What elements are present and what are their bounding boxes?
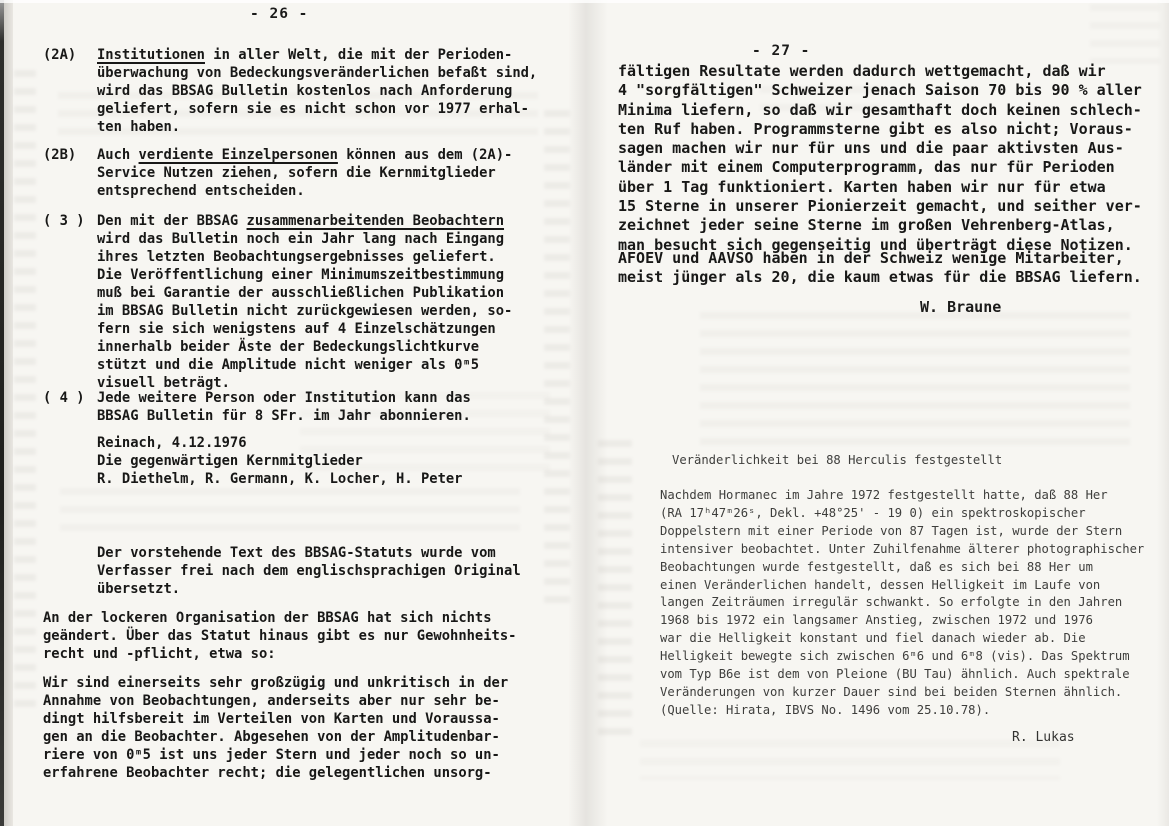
- statute-signature-block: [97, 434, 462, 488]
- text-line: Nachdem Hormanec im Jahre 1972 festgestellt hatte, daß 88 Her: [660, 488, 1108, 502]
- text-line: Helligkeit bewegte sich zwischen 6ᵐ6 und 6ᵐ8 (vis). Das Spektrum: [660, 649, 1130, 664]
- signature-lukas: R. Lukas: [1012, 730, 1075, 745]
- text-line: innerhalb beider Äste der Bedeckungslichtkurve: [97, 339, 480, 355]
- item-label: (2B): [43, 147, 77, 163]
- paragraph-2b: [43, 146, 513, 200]
- text-line: sagen machen wir nur für uns und die paar aktivsten Aus-: [618, 139, 1124, 158]
- text-line: geändert. Über das Statut hinaus gibt es nur Gewohnheits-: [43, 628, 517, 644]
- text-line: erfahrene Beobachter recht; die gelegentlichen unsorg-: [43, 765, 492, 781]
- text-line: Veränderungen von kurzer Dauer sind bei beiden Sternen ähnlich.: [660, 684, 1123, 699]
- item-label: (2A): [43, 47, 77, 63]
- text-line: fältigen Resultate werden dadurch wettgemacht, daß wir: [618, 62, 1106, 80]
- bleedthrough-smudge: [1090, 4, 1160, 64]
- paragraph-3: [43, 212, 513, 392]
- page-gutter-shadow: [568, 0, 608, 826]
- text-line: intensiver beobachtet. Unter Zuhilfenahme älterer photographischer: [660, 541, 1145, 556]
- page-number-left: - 26 -: [250, 6, 309, 22]
- text-line: visuell beträgt.: [97, 375, 230, 391]
- text-line: Veränderlichkeit bei 88 Herculis festgestellt: [672, 453, 1003, 467]
- paragraph-2a: [43, 46, 538, 136]
- organisation-paragraph: [43, 609, 516, 663]
- text-line: dingt hilfsbereit im Verteilen von Karten und Voraussa-: [43, 711, 500, 727]
- text-line: (Quelle: Hirata, IBVS No. 1496 vom 25.10.78).: [660, 702, 991, 717]
- text-line: Doppelstern mit einer Periode von 87 Tagen ist, wurde der Stern: [660, 523, 1123, 538]
- text-line: man besucht sich gegenseitig und überträgt diese Notizen.: [618, 235, 1133, 254]
- text-line: 4 "sorgfältigen" Schweizer jenach Saison 70 bis 90 % aller: [618, 81, 1142, 100]
- text-line: muß bei Garantie der ausschließlichen Publikation: [97, 285, 505, 301]
- text-line: riere von 0ᵐ5 ist uns jeder Stern und jeder noch so un-: [43, 747, 500, 763]
- bleedthrough-smudge: [544, 110, 570, 610]
- text-line: gen an die Beobachter. Abgesehen von der Amplitudenbar-: [43, 729, 500, 745]
- text-line: (RA 17ʰ47ᵐ26ˢ, Dekl. +48°25' - 19 0) ein spektroskopischer: [660, 505, 1086, 520]
- text-line: Beobachtungen wurde festgestellt, daß es sich bei 88 Her um: [660, 559, 1093, 574]
- translation-note: [97, 544, 521, 598]
- continuation-paragraph: [618, 62, 1142, 255]
- text-line: über 1 Tag funktioniert. Karten haben wir nur für etwa: [618, 177, 1106, 196]
- wir-sind-paragraph: [43, 674, 508, 782]
- afoev-paragraph: [618, 249, 1142, 288]
- text-line: R. Diethelm, R. Germann, K. Locher, H. Peter: [97, 471, 463, 487]
- signature-braune: W. Braune: [920, 298, 1002, 316]
- scan-right-edge: [1157, 0, 1169, 826]
- text-line: wird das Bulletin noch ein Jahr lang nach Eingang: [97, 231, 505, 247]
- text-line: einen Veränderlichen handelt, dessen Helligkeit im Laufe von: [660, 577, 1101, 592]
- text-line: Verfasser frei nach dem englischsprachigen Original: [97, 563, 521, 579]
- bleedthrough-smudge: [14, 70, 36, 710]
- bleedthrough-smudge: [60, 488, 520, 532]
- text-line: war die Helligkeit konstant und fiel danach wieder ab. Die: [660, 631, 1086, 646]
- text-line: AFOEV und AAVSO haben in der Schweiz wenige Mitarbeiter,: [618, 249, 1124, 267]
- text-line: Wir sind einerseits sehr großzügig und unkritisch in der: [43, 675, 509, 691]
- text-line: langen Zeiträumen irregulär schwankt. So erfolgte in den Jahren: [660, 595, 1123, 610]
- article-body: [660, 487, 1144, 720]
- text-line: Annahme von Beobachtungen, anderseits aber nur sehr be-: [43, 693, 500, 709]
- text-line: Reinach, 4.12.1976: [97, 435, 247, 451]
- paragraph-4: [43, 389, 471, 425]
- text-line: stützt und die Amplitude nicht weniger als 0ᵐ5: [97, 357, 480, 373]
- text-line: übersetzt.: [97, 581, 181, 597]
- text-line: überwachung von Bedeckungsveränderlichen befaßt sind,: [97, 65, 538, 81]
- text-line: An der lockeren Organisation der BBSAG hat sich nichts: [43, 610, 492, 626]
- text-line: zeichnet jeder seine Sterne im großen Vehrenberg-Atlas,: [618, 216, 1115, 235]
- text-line: BBSAG Bulletin für 8 SFr. im Jahr abonnieren.: [97, 408, 471, 424]
- text-line: 15 Sterne in unserer Pionierzeit gemacht, und seither ver-: [618, 197, 1142, 216]
- text-line: vom Typ B6e ist dem von Pleione (BU Tau) ähnlich. Auch spektrale: [660, 667, 1130, 682]
- text-line: Die gegenwärtigen Kernmitglieder: [97, 453, 363, 469]
- text-line: 1968 bis 1972 ein langsamer Anstieg, zwischen 1972 und 1976: [660, 613, 1093, 628]
- text-line: Der vorstehende Text des BBSAG-Statuts wurde vom: [97, 545, 496, 561]
- text-line: wird das BBSAG Bulletin kostenlos nach Anforderung: [97, 83, 513, 99]
- text-line: Service Nutzen ziehen, sofern die Kernmitglieder: [97, 165, 496, 181]
- item-label: ( 3 ): [43, 213, 85, 229]
- item-label: ( 4 ): [43, 390, 85, 406]
- scan-top-edge: [0, 0, 1169, 3]
- bleedthrough-smudge: [700, 312, 1130, 447]
- scan-left-margin: [4, 0, 13, 826]
- text-line: Den mit der BBSAG zusammenarbeitenden Beobachtern: [97, 213, 505, 229]
- text-line: Auch verdiente Einzelpersonen können aus dem (2A)-: [97, 147, 513, 163]
- text-line: im BBSAG Bulletin nicht zurückgewiesen werden, so-: [97, 303, 513, 319]
- text-line: ten Ruf haben. Programmsterne gibt es also nicht; Voraus-: [618, 119, 1133, 138]
- text-line: meist jünger als 20, die kaum etwas für die BBSAG liefern.: [618, 268, 1142, 287]
- text-line: Die Veröffentlichung einer Minimumszeitbestimmung: [97, 267, 505, 283]
- bleedthrough-smudge: [640, 740, 1060, 780]
- text-line: entsprechend entscheiden.: [97, 183, 305, 199]
- text-line: ihres letzten Beobachtungsergebnisses geliefert.: [97, 249, 496, 265]
- text-line: Minima liefern, so daß wir gesamthaft doch keinen schlech-: [618, 100, 1142, 119]
- text-line: länder mit einem Computerprogramm, das nur für Perioden: [618, 158, 1115, 177]
- page-number-right: - 27 -: [752, 43, 811, 59]
- text-line: Institutionen in aller Welt, die mit der Perioden-: [97, 47, 513, 63]
- text-line: recht und -pflicht, etwa so:: [43, 646, 276, 662]
- text-line: fern sie sich wenigstens auf 4 Einzelschätzungen: [97, 321, 496, 337]
- text-line: geliefert, sofern sie es nicht schon vor 1977 erhal-: [97, 101, 529, 117]
- article-heading: [672, 452, 1002, 470]
- text-line: Jede weitere Person oder Institution kann das: [97, 390, 471, 406]
- text-line: ten haben.: [97, 119, 181, 135]
